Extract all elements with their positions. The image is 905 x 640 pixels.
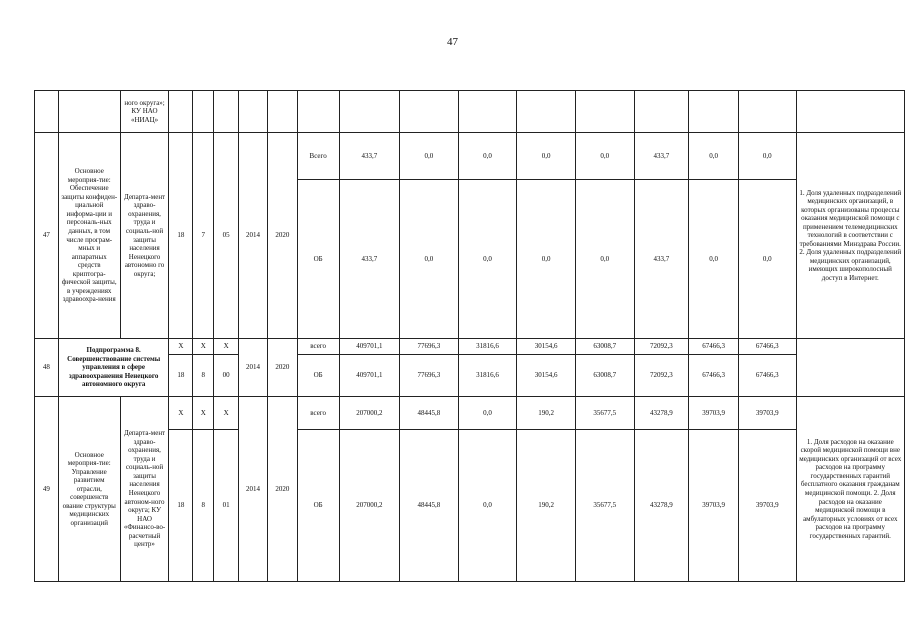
year-amount: 48445,8 <box>400 430 459 582</box>
code-om: 01 <box>214 430 239 582</box>
table-row <box>35 397 905 430</box>
year-amount: 190,2 <box>517 397 576 430</box>
funding-source: всего <box>297 339 339 355</box>
code-gp: 18 <box>169 133 193 339</box>
total-amount: 207000,2 <box>339 430 400 582</box>
total-amount: 409701,1 <box>339 339 400 355</box>
year-start: 2014 <box>239 339 268 397</box>
year-amount: 43278,9 <box>634 430 689 582</box>
year-amount: 35677,5 <box>575 430 634 582</box>
year-amount: 0,0 <box>689 133 739 180</box>
year-amount: 0,0 <box>400 180 459 339</box>
year-amount: 30154,6 <box>517 339 576 355</box>
code-gp: 18 <box>169 355 193 397</box>
row-num: 49 <box>35 397 59 582</box>
code-gp: Х <box>169 339 193 355</box>
year-amount: 0,0 <box>738 180 796 339</box>
year-amount: 0,0 <box>738 133 796 180</box>
year-amount: 67466,3 <box>689 355 739 397</box>
name-cell <box>58 91 120 133</box>
total-amount: 207000,2 <box>339 397 400 430</box>
year-amount: 67466,3 <box>738 355 796 397</box>
row-num: 47 <box>35 133 59 339</box>
code-pp: 8 <box>193 430 214 582</box>
target-indicators: 1. Доля удаленных подразделений медицинских организаций, в которых организованы процессы оказания медицинской помощи с применением телемедицинских технологий в соответствии с требованиями Минздрава России. 2. Доля удаленных подразделений медицинских организаций, имеющих широкополосный доступ в Интернет. <box>796 133 904 339</box>
program-table <box>34 90 905 582</box>
year-amount: 39703,9 <box>738 397 796 430</box>
year-amount: 31816,6 <box>458 355 517 397</box>
year-amount: 39703,9 <box>738 430 796 582</box>
code-gp: 18 <box>169 430 193 582</box>
activity-name: Основное мероприя-тие: Обеспечение защиты конфиден-циальной информа-ции и персональ-ных данных, в том числе програм-мных и аппаратных средств криптогра-фической защиты, в учреждениях здравоохра-нения <box>58 133 120 339</box>
row-num: 48 <box>35 339 59 397</box>
year-amount: 0,0 <box>689 180 739 339</box>
year-end: 2020 <box>267 397 297 582</box>
year-amount: 67466,3 <box>689 339 739 355</box>
target-indicators <box>796 339 904 397</box>
year-amount: 63008,7 <box>575 339 634 355</box>
year-amount: 0,0 <box>517 180 576 339</box>
total-amount: 433,7 <box>339 133 400 180</box>
year-amount: 39703,9 <box>689 397 739 430</box>
year-end: 2020 <box>267 133 297 339</box>
table-row <box>35 91 905 133</box>
code-pp: 7 <box>193 133 214 339</box>
year-amount: 67466,3 <box>738 339 796 355</box>
code-om: Х <box>214 397 239 430</box>
year-amount: 39703,9 <box>689 430 739 582</box>
year-amount: 0,0 <box>458 133 517 180</box>
year-start: 2014 <box>239 397 268 582</box>
responsible-cell: ного округа»; КУ НАО «НИАЦ» <box>120 91 169 133</box>
year-amount: 43278,9 <box>634 397 689 430</box>
year-amount: 77696,3 <box>400 339 459 355</box>
year-amount: 63008,7 <box>575 355 634 397</box>
total-amount: 433,7 <box>339 180 400 339</box>
total-amount: 409701,1 <box>339 355 400 397</box>
funding-source: Всего <box>297 133 339 180</box>
code-pp: Х <box>193 397 214 430</box>
responsible-executor: Департа-мент здраво-охранения, труда и социаль-ной защиты населения Ненецкого автоном-ного округа; КУ НАО «Финансо-во-расчетный центр» <box>120 397 169 582</box>
year-amount: 0,0 <box>575 133 634 180</box>
year-start: 2014 <box>239 133 268 339</box>
year-amount: 0,0 <box>458 397 517 430</box>
activity-name: Основное мероприя-тие: Управление развитием отрасли, совершенств ование структуры медицинских организаций <box>58 397 120 582</box>
funding-source: ОБ <box>297 430 339 582</box>
year-amount: 72092,3 <box>634 355 689 397</box>
year-amount: 433,7 <box>634 180 689 339</box>
page-number: 47 <box>447 36 458 48</box>
year-amount: 0,0 <box>575 180 634 339</box>
funding-source: всего <box>297 397 339 430</box>
year-amount: 0,0 <box>458 180 517 339</box>
code-om: 00 <box>214 355 239 397</box>
year-amount: 35677,5 <box>575 397 634 430</box>
year-amount: 30154,6 <box>517 355 576 397</box>
target-indicators: 1. Доля расходов на оказание скорой медицинской помощи вне медицинских организаций от всех расходов на программу государственных гарантий бесплатного оказания гражданам медицинской помощи. 2. Доля расходов на оказание медицинской помощи в амбулаторных условиях от всех расходов на программу государственных гарантий. <box>796 397 904 582</box>
year-amount: 0,0 <box>458 430 517 582</box>
year-amount: 72092,3 <box>634 339 689 355</box>
code-om: 05 <box>214 133 239 339</box>
funding-source: ОБ <box>297 180 339 339</box>
code-pp: 8 <box>193 355 214 397</box>
subprogram-name: Подпрограмма 8. Совершенствование системы управления в сфере здравоохранения Ненецкого автономного округа <box>58 339 169 397</box>
code-om: Х <box>214 339 239 355</box>
code-gp: Х <box>169 397 193 430</box>
year-amount: 77696,3 <box>400 355 459 397</box>
year-amount: 0,0 <box>400 133 459 180</box>
code-pp: Х <box>193 339 214 355</box>
year-amount: 48445,8 <box>400 397 459 430</box>
year-amount: 433,7 <box>634 133 689 180</box>
year-end: 2020 <box>267 339 297 397</box>
table-row <box>35 339 905 355</box>
funding-source: ОБ <box>297 355 339 397</box>
year-amount: 190,2 <box>517 430 576 582</box>
responsible-executor: Департа-мент здраво-охранения, труда и социаль-ной защиты населения Ненецкого автономно го округа; <box>120 133 169 339</box>
row-num-cell <box>35 91 59 133</box>
year-amount: 31816,6 <box>458 339 517 355</box>
table-row <box>35 133 905 180</box>
year-amount: 0,0 <box>517 133 576 180</box>
